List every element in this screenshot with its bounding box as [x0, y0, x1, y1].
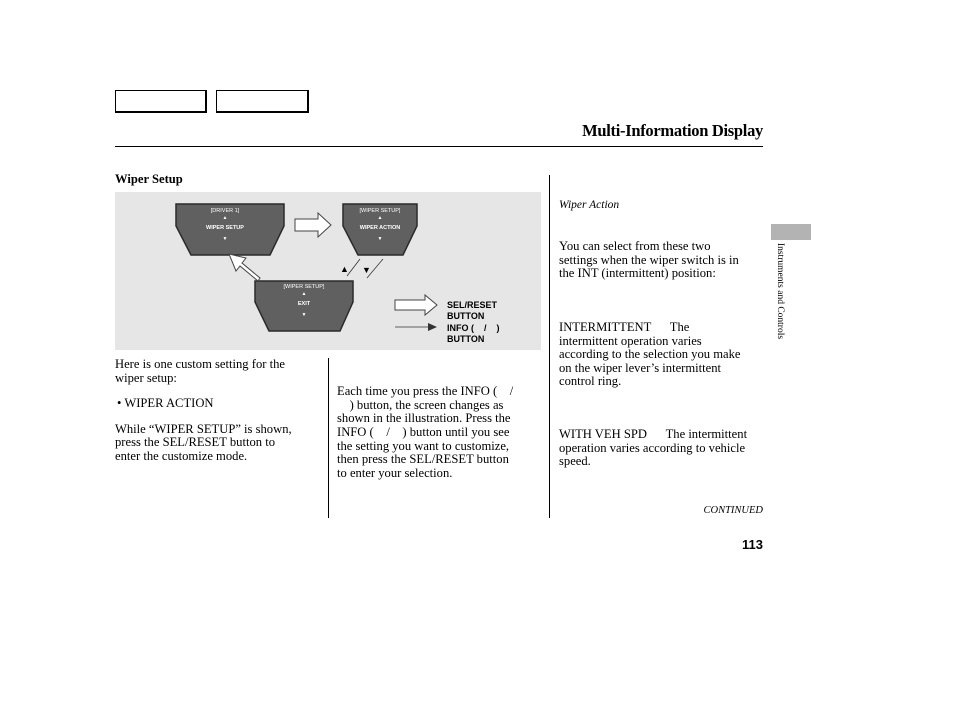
col3-with-veh-spd: WITH VEH SPD The intermittent operation varies according to vehicle speed.: [559, 427, 748, 469]
page-title: Multi-Information Display: [582, 121, 763, 140]
col3-intermittent: INTERMITTENT The intermittent operation varies according to the selection you make on the wiper lever’s intermittent control ring.: [559, 319, 741, 389]
info-up-triangle: ▲: [340, 264, 349, 274]
screen-b-down-arrow: ▼: [301, 312, 307, 318]
legend-sel-reset-2: BUTTON: [447, 311, 485, 321]
screen-tr-down-arrow: ▼: [377, 236, 383, 242]
screen-b-up-arrow: ▲: [301, 291, 307, 297]
page-number: 113: [742, 537, 763, 552]
screen-tl-line2: WIPER SETUP: [206, 225, 244, 231]
column-3: [559, 172, 764, 482]
screen-tl-up-arrow: ▲: [222, 215, 228, 221]
col1-intro: Here is one custom setting for the wiper setup:: [115, 357, 285, 385]
legend-sel-reset-1: SEL/RESET: [447, 300, 498, 310]
col3-heading: Wiper Action: [559, 199, 620, 212]
col3-intro: You can select from these two settings when the wiper switch is in the INT (intermittent) position:: [559, 238, 739, 281]
header-tab-box-1: [115, 90, 207, 113]
wiper-setup-diagram: [115, 192, 541, 350]
screen-tr-line2: WIPER ACTION: [359, 225, 401, 231]
legend-thin-arrow-head: [428, 323, 437, 331]
section-thumb-tab: [771, 224, 811, 240]
screen-tl-line1: [DRIVER 1]: [210, 208, 240, 214]
legend-info-1: INFO ( / ): [447, 323, 500, 333]
section-label: Instruments and Controls: [775, 243, 785, 340]
column-divider-2: [549, 175, 550, 518]
column-2: [337, 358, 542, 494]
continued-label: CONTINUED: [703, 505, 763, 516]
screen-tr-line1: [WIPER SETUP]: [359, 208, 401, 214]
column-1: [115, 358, 320, 464]
col1-instruction: While “WIPER SETUP” is shown, press the SEL/RESET button to enter the customize mode.: [115, 421, 292, 463]
screen-tr-up-arrow: ▲: [377, 215, 383, 221]
header-tab-box-2: [216, 90, 309, 113]
legend-info-2: BUTTON: [447, 334, 485, 344]
sel-reset-arrow-diagonal: [229, 254, 260, 281]
legend-hollow-arrow-icon: [395, 295, 437, 315]
col2-instruction: Each time you press the INFO ( / ) button, the screen changes as shown in the illustration. Press the INFO ( / ) button until you see the setting you want to customize, then press the SEL/RESET button to enter your selection.: [337, 384, 514, 480]
diagram-svg: [115, 192, 541, 350]
sel-reset-arrow-right: [295, 213, 331, 237]
header-rule: [115, 146, 763, 147]
info-arrow-line-1: [347, 259, 360, 276]
screen-b-line1: [WIPER SETUP]: [283, 284, 325, 290]
screen-b-line2: EXIT: [297, 301, 311, 307]
col1-bullet-wiper-action: • WIPER ACTION: [117, 396, 214, 411]
info-down-triangle: ▼: [362, 265, 371, 275]
column-divider-1: [328, 358, 329, 518]
section-heading: Wiper Setup: [115, 172, 183, 186]
screen-tl-down-arrow: ▼: [222, 236, 228, 242]
